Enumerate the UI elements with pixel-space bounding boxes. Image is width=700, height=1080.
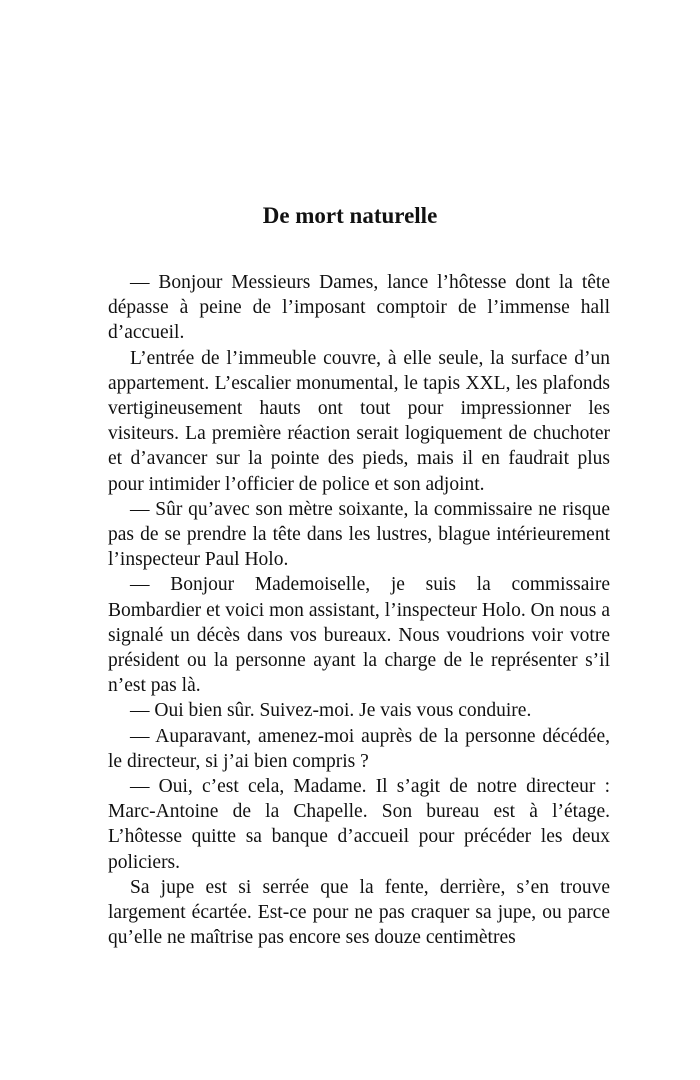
chapter-title: De mort naturelle (262, 203, 438, 228)
chapter-text (108, 270, 610, 950)
paragraph: — Auparavant, amenez-moi auprès de la personne décédée, le directeur, si j’ai bien compris ? (108, 725, 610, 772)
paragraph: — Oui, c’est cela, Madame. Il s’agit de notre directeur : Marc-Antoine de la Chapelle. Son bureau est à l’étage. L’hôtesse quitte sa banque d’accueil pour précéder les deux policiers. (108, 776, 610, 873)
paragraph: L’entrée de l’immeuble couvre, à elle seule, la surface d’un appartement. L’escalier monumental, le tapis XXL, les plafonds vertigineusement hauts ont tout pour impressionner les visiteurs. La première réaction serait logiquement de chuchoter et d’avancer sur la pointe des pieds, mais il en faudrait plus pour intimider l’officier de police et son adjoint. (108, 347, 610, 495)
paragraph: — Sûr qu’avec son mètre soixante, la commissaire ne risque pas de se prendre la tête dans les lustres, blague intérieurement l’inspecteur Paul Holo. (108, 498, 610, 571)
paragraph: Sa jupe est si serrée que la fente, derrière, s’en trouve largement écartée. Est-ce pour ne pas craquer sa jupe, ou parce qu’elle ne maîtrise pas encore ses douze centimètres (108, 876, 610, 949)
paragraph: — Oui bien sûr. Suivez-moi. Je vais vous conduire. (130, 700, 532, 722)
paragraph: — Bonjour Messieurs Dames, lance l’hôtesse dont la tête dépasse à peine de l’imposant comptoir de l’immense hall d’accueil. (108, 272, 610, 344)
paragraph: — Bonjour Mademoiselle, je suis la commissaire Bombardier et voici mon assistant, l’inspecteur Holo. On nous a signalé un décès dans vos bureaux. Nous voudrions voir votre président ou la personne ayant la charge de le représenter s’il n’est pas là. (108, 574, 610, 697)
